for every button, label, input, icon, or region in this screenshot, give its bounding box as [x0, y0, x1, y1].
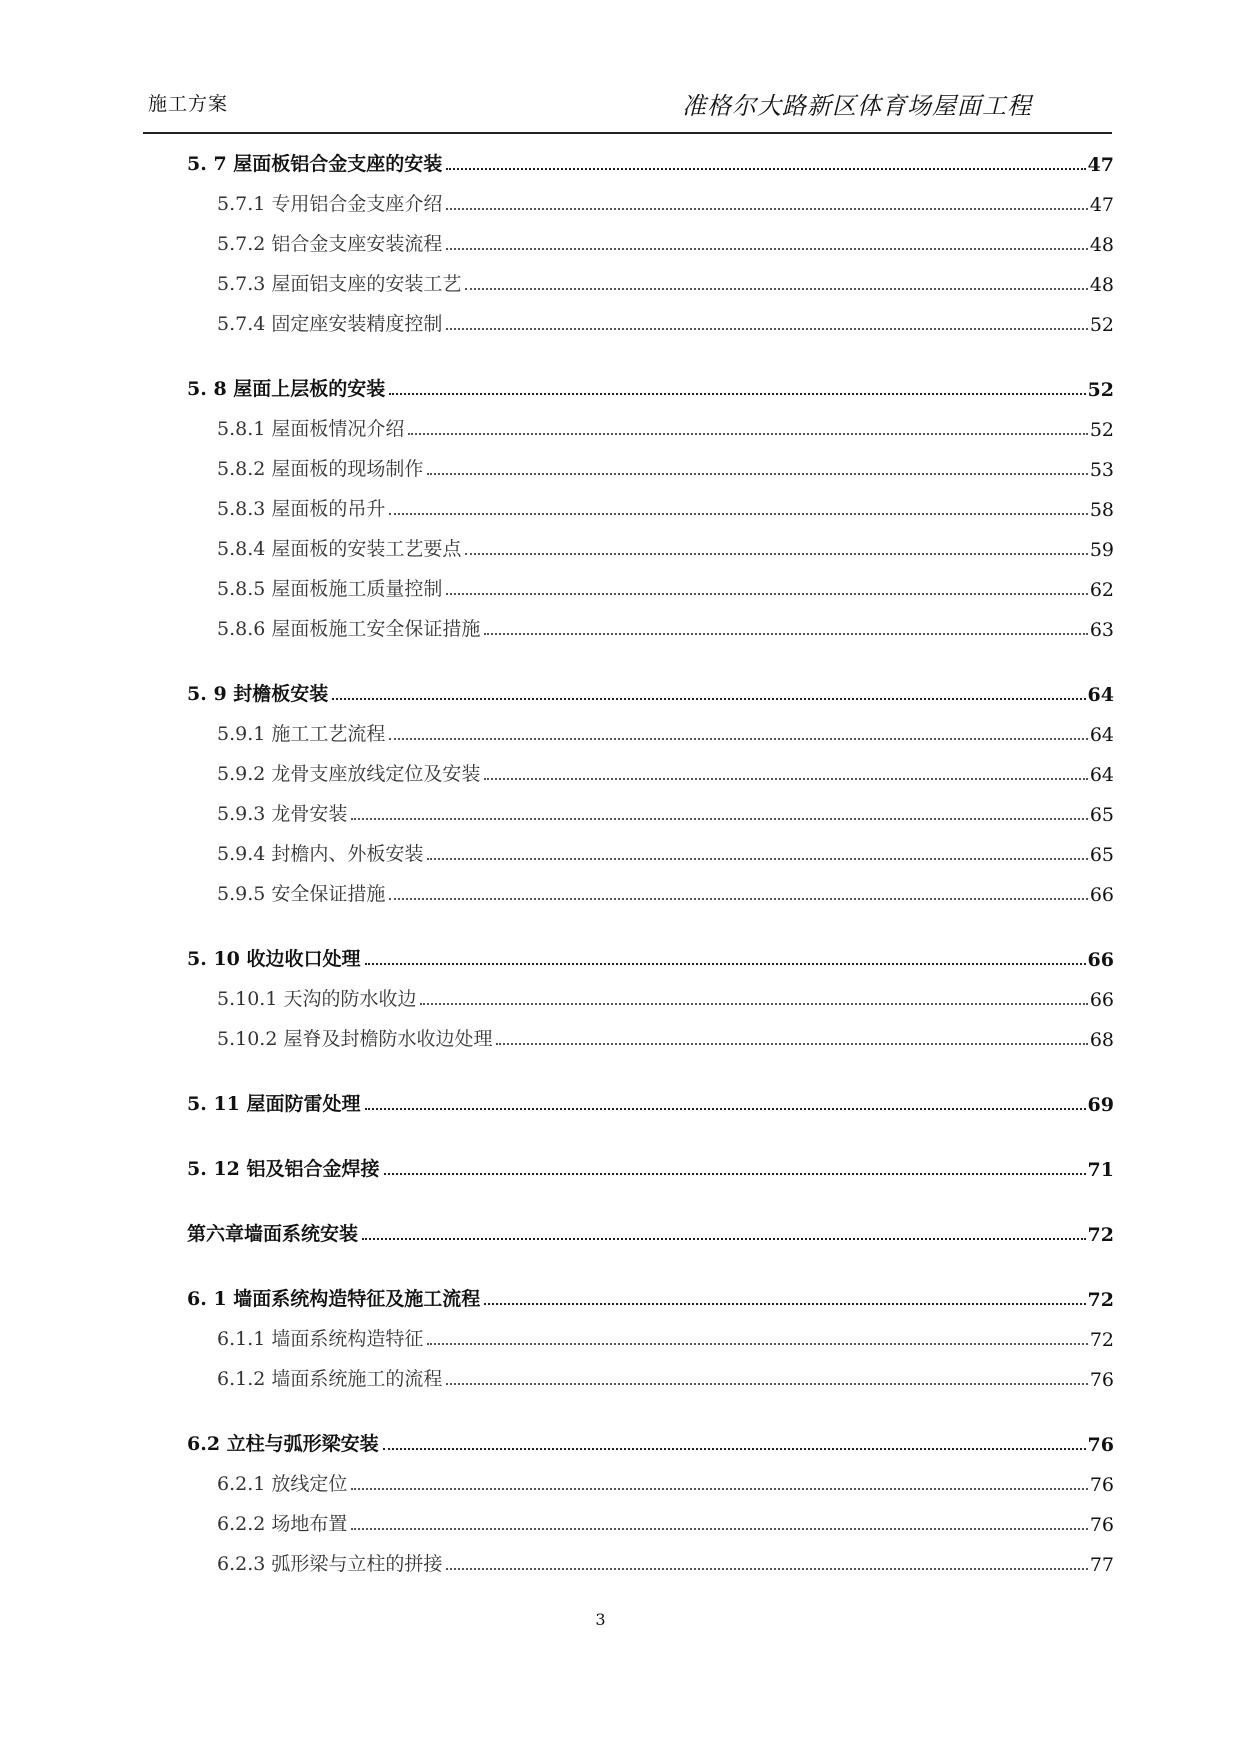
toc-entry[interactable] [187, 146, 1114, 176]
toc-entry-label: 6.2.2 场地布置 [217, 1513, 348, 1535]
toc-leader [420, 1003, 1087, 1005]
toc-leader [389, 738, 1087, 740]
toc-entry[interactable] [187, 1281, 1114, 1311]
toc-leader [427, 1343, 1087, 1345]
toc-entry-label: 5.9.3 龙骨安装 [217, 803, 348, 825]
toc-entry-label: 6.2.3 弧形梁与立柱的拼接 [217, 1553, 443, 1575]
toc-entry-page: 59 [1089, 539, 1114, 561]
toc-entry-page: 65 [1089, 844, 1114, 866]
toc-leader [465, 553, 1087, 555]
toc-entry-label: 6.1.1 墙面系统构造特征 [217, 1328, 424, 1350]
toc-entry-label: 5. 9 封檐板安装 [187, 683, 329, 705]
toc-entry-page: 52 [1087, 379, 1114, 401]
header-rule [143, 132, 1112, 134]
toc-entry-label: 5.7.1 专用铝合金支座介绍 [217, 193, 443, 215]
toc-leader [484, 633, 1087, 635]
toc-entry[interactable] [187, 1151, 1114, 1181]
toc-leader [446, 1383, 1087, 1385]
toc-entry-page: 72 [1087, 1224, 1114, 1246]
toc-entry-label: 5.7.2 铝合金支座安装流程 [217, 233, 443, 255]
toc-entry-page: 76 [1087, 1434, 1114, 1456]
toc-leader [383, 1448, 1086, 1450]
toc-entry[interactable] [217, 836, 1114, 866]
toc-entry[interactable] [217, 716, 1114, 746]
toc-entry-label: 6. 1 墙面系统构造特征及施工流程 [187, 1288, 481, 1310]
header-left-title: 施工方案 [148, 93, 229, 115]
toc-entry-label: 5.7.3 屋面铝支座的安装工艺 [217, 273, 462, 295]
toc-entry[interactable] [217, 876, 1114, 906]
toc-entry-page: 65 [1089, 804, 1114, 826]
toc-entry[interactable] [217, 411, 1114, 441]
toc-entry-page: 53 [1089, 459, 1114, 481]
toc-entry-page: 58 [1089, 499, 1114, 521]
toc-entry-label: 5.8.6 屋面板施工安全保证措施 [217, 618, 481, 640]
toc-entry-page: 62 [1089, 579, 1114, 601]
toc-entry-label: 第六章墙面系统安装 [187, 1223, 359, 1245]
toc-entry-page: 77 [1089, 1554, 1114, 1576]
toc-leader [427, 473, 1087, 475]
toc-entry[interactable] [217, 451, 1114, 481]
toc-entry-label: 5.8.5 屋面板施工质量控制 [217, 578, 443, 600]
toc-leader [446, 328, 1087, 330]
toc-leader [351, 1488, 1087, 1490]
toc-entry[interactable] [217, 1321, 1114, 1351]
header-project-title: 准格尔大路新区体育场屋面工程 [682, 92, 1032, 120]
toc-leader [427, 858, 1087, 860]
toc-entry-page: 71 [1087, 1159, 1114, 1181]
toc-leader [384, 1173, 1086, 1175]
toc-entry[interactable] [217, 1361, 1114, 1391]
toc-entry[interactable] [217, 571, 1114, 601]
toc-entry-page: 48 [1089, 234, 1114, 256]
toc-entry-label: 5.9.4 封檐内、外板安装 [217, 843, 424, 865]
toc-entry[interactable] [217, 491, 1114, 521]
toc-entry-page: 47 [1087, 154, 1114, 176]
toc-leader [496, 1043, 1087, 1045]
toc-entry-label: 5.8.3 屋面板的吊升 [217, 498, 386, 520]
toc-entry-page: 52 [1089, 419, 1114, 441]
toc-leader [465, 288, 1087, 290]
toc-entry-label: 5.8.2 屋面板的现场制作 [217, 458, 424, 480]
toc-leader [332, 698, 1085, 700]
toc-entry-page: 64 [1087, 684, 1114, 706]
toc-entry-label: 5.9.1 施工工艺流程 [217, 723, 386, 745]
toc-leader [446, 248, 1087, 250]
toc-entry-page: 64 [1089, 764, 1114, 786]
toc-entry-page: 66 [1089, 989, 1114, 1011]
toc-entry[interactable] [217, 226, 1114, 256]
toc-entry[interactable] [217, 1466, 1114, 1496]
toc-entry-label: 5.10.2 屋脊及封檐防水收边处理 [217, 1028, 493, 1050]
toc-entry-label: 5.9.5 安全保证措施 [217, 883, 386, 905]
toc-entry-label: 5. 11 屋面防雷处理 [187, 1093, 361, 1115]
toc-entry-page: 64 [1089, 724, 1114, 746]
toc-entry-label: 5.10.1 天沟的防水收边 [217, 988, 417, 1010]
toc-entry-label: 5. 8 屋面上层板的安装 [187, 378, 386, 400]
toc-entry[interactable] [187, 371, 1114, 401]
toc-entry[interactable] [187, 1426, 1114, 1456]
toc-entry-label: 5.8.1 屋面板情况介绍 [217, 418, 405, 440]
toc-leader [351, 1528, 1087, 1530]
toc-entry[interactable] [187, 1216, 1114, 1246]
toc-leader [365, 963, 1086, 965]
toc-entry-page: 76 [1089, 1369, 1114, 1391]
toc-leader [389, 513, 1087, 515]
toc-entry[interactable] [187, 1086, 1114, 1116]
toc-entry-page: 72 [1087, 1289, 1114, 1311]
toc-leader [446, 168, 1085, 170]
toc-entry[interactable] [217, 756, 1114, 786]
toc-entry-page: 76 [1089, 1474, 1114, 1496]
toc-entry[interactable] [187, 941, 1114, 971]
toc-entry-page: 52 [1089, 314, 1114, 336]
toc-leader [365, 1108, 1086, 1110]
toc-leader [389, 898, 1087, 900]
toc-entry[interactable] [217, 266, 1114, 296]
toc-entry-label: 5. 7 屋面板铝合金支座的安装 [187, 153, 443, 175]
toc-entry-page: 76 [1089, 1514, 1114, 1536]
toc-entry-page: 63 [1089, 619, 1114, 641]
toc-entry-page: 66 [1087, 949, 1114, 971]
toc-entry[interactable] [217, 186, 1114, 216]
toc-leader [484, 778, 1087, 780]
toc-entry[interactable] [217, 611, 1114, 641]
toc-entry-label: 6.2 立柱与弧形梁安装 [187, 1433, 379, 1455]
toc-leader [446, 593, 1087, 595]
toc-leader [446, 208, 1087, 210]
toc-leader [389, 393, 1085, 395]
toc-entry[interactable] [217, 1021, 1114, 1051]
toc-leader [351, 818, 1087, 820]
toc-entry-page: 69 [1087, 1094, 1114, 1116]
toc-leader [408, 433, 1087, 435]
toc-entry-label: 6.2.1 放线定位 [217, 1473, 348, 1495]
toc-leader [446, 1568, 1087, 1570]
toc-entry-page: 47 [1089, 194, 1114, 216]
toc-entry[interactable] [217, 796, 1114, 826]
page-number: 3 [595, 1610, 606, 1629]
toc-entry[interactable] [187, 676, 1114, 706]
toc-entry[interactable] [217, 981, 1114, 1011]
toc-entry[interactable] [217, 531, 1114, 561]
toc-entry[interactable] [217, 1546, 1114, 1576]
toc-entry-label: 5. 10 收边收口处理 [187, 948, 361, 970]
toc-entry-label: 5. 12 铝及铝合金焊接 [187, 1158, 380, 1180]
toc-entry-page: 48 [1089, 274, 1114, 296]
toc-leader [362, 1238, 1086, 1240]
toc-entry-page: 66 [1089, 884, 1114, 906]
toc-entry-label: 5.9.2 龙骨支座放线定位及安装 [217, 763, 481, 785]
toc-entry-label: 5.7.4 固定座安装精度控制 [217, 313, 443, 335]
toc-leader [484, 1303, 1085, 1305]
toc-entry[interactable] [217, 1506, 1114, 1536]
toc-entry-page: 72 [1089, 1329, 1114, 1351]
toc-entry-page: 68 [1089, 1029, 1114, 1051]
toc-entry-label: 6.1.2 墙面系统施工的流程 [217, 1368, 443, 1390]
toc-entry[interactable] [217, 306, 1114, 336]
toc-entry-label: 5.8.4 屋面板的安装工艺要点 [217, 538, 462, 560]
